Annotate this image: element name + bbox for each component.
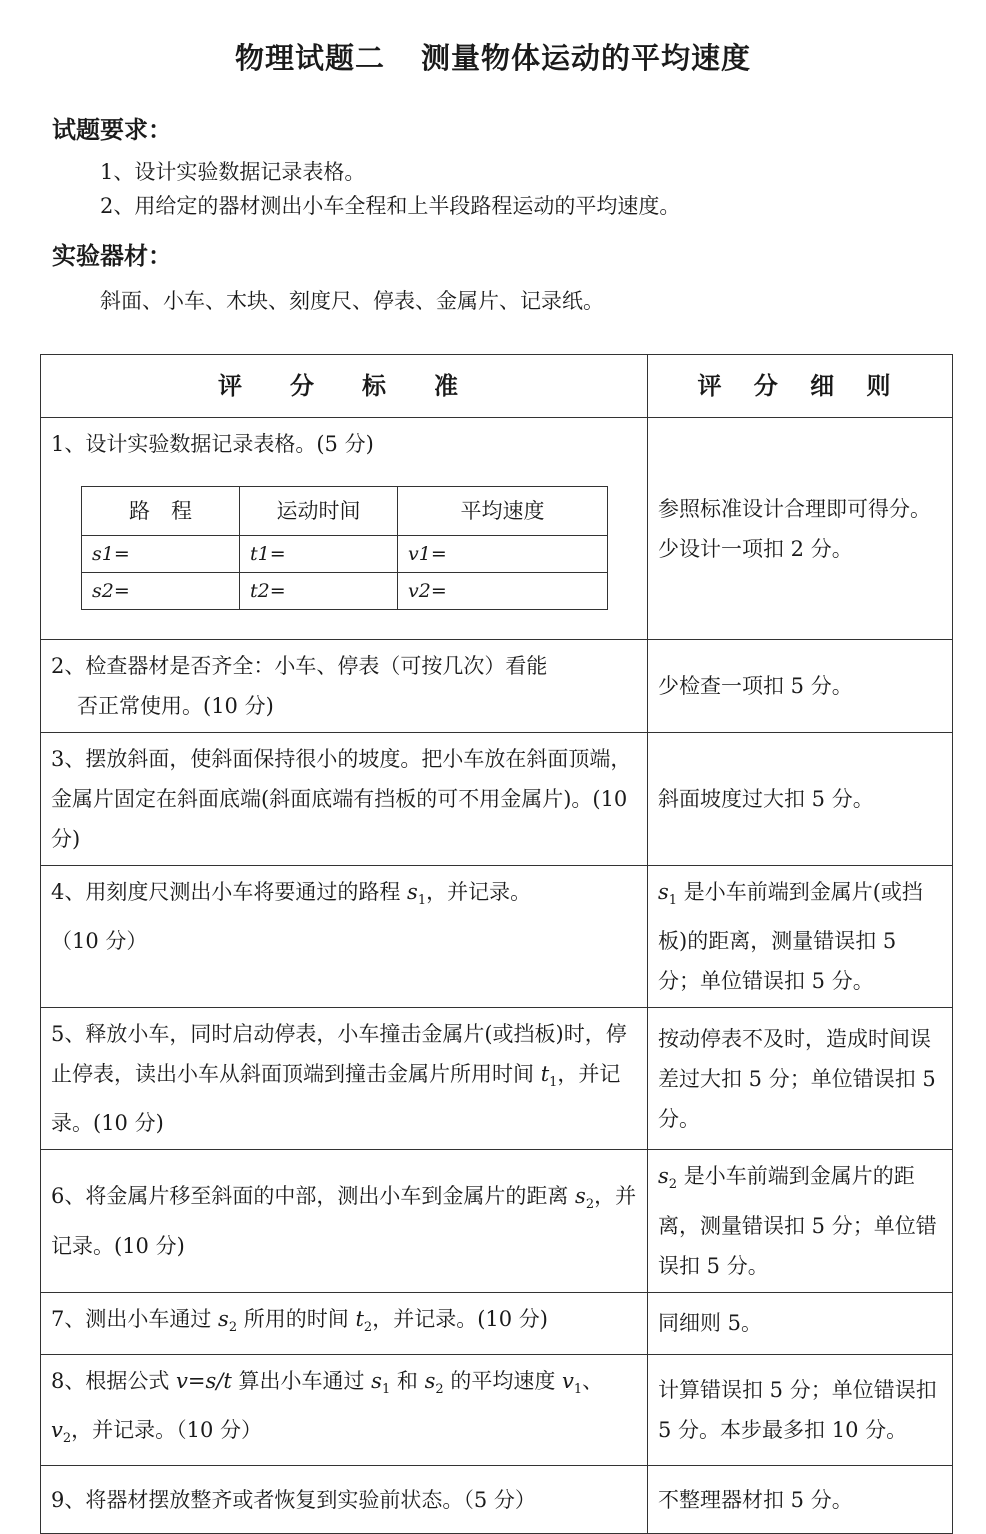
detail-cell-2: 少检查一项扣 5 分。 — [648, 640, 953, 733]
var-v: v — [51, 1417, 63, 1442]
var-sub: 1 — [417, 893, 427, 909]
var-sub: 1 — [668, 893, 678, 909]
table-row — [41, 1292, 953, 1354]
var-s: s — [218, 1306, 229, 1331]
var-sub: 1 — [573, 1381, 583, 1397]
table-row — [41, 640, 953, 733]
var-t: t — [355, 1306, 364, 1331]
detail-cell-7: 同细则 5。 — [648, 1292, 953, 1354]
formula: v=s/t — [176, 1368, 232, 1393]
record-cell: t1= — [240, 536, 398, 573]
criteria-text-1: 1、设计实验数据记录表格。(5 分) — [51, 432, 374, 456]
var-sub: 1 — [549, 1075, 558, 1091]
var-s: s — [407, 880, 418, 904]
var-sub: 2 — [435, 1381, 444, 1397]
criteria-text-5a: 5、释放小车，同时启动停表，小车撞击金属片(或挡板)时，停止停表，读出小车从斜面顶端到撞击金属片所用时间 — [51, 1022, 627, 1087]
var-s: s — [424, 1368, 436, 1393]
table-header-row — [41, 355, 953, 418]
var-sub: 2 — [585, 1197, 595, 1213]
var-s: s — [658, 880, 669, 904]
detail-cell-3: 斜面坡度过大扣 5 分。 — [648, 733, 953, 866]
criteria-text-7c: ，并记录。(10 分) — [372, 1306, 548, 1331]
criteria-text-7a: 7、测出小车通过 — [51, 1306, 219, 1331]
criteria-text-5b: ，并记录。(10 分) — [51, 1062, 621, 1136]
record-cell: v1= — [398, 536, 608, 573]
criteria-cell-3: 3、摆放斜面，使斜面保持很小的坡度。把小车放在斜面顶端，金属片固定在斜面底端(斜面底端有挡板的可不用金属片)。(10 分) — [41, 733, 648, 866]
requirement-item-2: 2、用给定的器材测出小车全程和上半段路程运动的平均速度。 — [100, 194, 681, 218]
detail-cell-1: 参照标准设计合理即可得分。少设计一项扣 2 分。 — [648, 418, 953, 640]
scoring-table — [40, 354, 953, 1534]
table-row — [41, 418, 953, 640]
criteria-text-8e: 、 — [582, 1368, 604, 1393]
detail-text-6: 是小车前端到金属片的距离，测量错误扣 5 分；单位错误扣 5 分。 — [658, 1164, 937, 1278]
criteria-text-6a: 6、将金属片移至斜面的中部，测出小车到金属片的距离 — [51, 1184, 576, 1209]
criteria-text-4a: 4、用刻度尺测出小车将要通过的路程 — [51, 880, 408, 904]
header-criteria: 评 分 标 准 — [41, 355, 648, 418]
criteria-text-8b: 算出小车通过 — [231, 1368, 372, 1393]
table-row — [41, 733, 953, 866]
header-detail: 评 分 细 则 — [648, 355, 953, 418]
table-row — [41, 866, 953, 1008]
var-sub: 2 — [668, 1177, 678, 1193]
criteria-text-2b: 否正常使用。(10 分) — [77, 694, 274, 718]
criteria-text-4b: ，并记录。 — [426, 880, 532, 904]
criteria-cell-7 — [41, 1292, 648, 1354]
criteria-text-8f: ，并记录。（10 分） — [71, 1417, 263, 1442]
detail-text-4: 是小车前端到金属片(或挡板)的距离，测量错误扣 5 分；单位错误扣 5 分。 — [658, 880, 923, 994]
table-row — [41, 1008, 953, 1150]
var-s: s — [658, 1164, 669, 1189]
table-row — [41, 1354, 953, 1465]
record-header-time: 运动时间 — [240, 487, 398, 536]
var-sub: 2 — [62, 1431, 72, 1447]
criteria-text-7b: 所用的时间 — [237, 1306, 356, 1331]
criteria-text-8a: 8、根据公式 — [51, 1368, 177, 1393]
var-sub: 2 — [363, 1319, 373, 1335]
detail-cell-4 — [648, 866, 953, 1008]
criteria-text-8c: 和 — [390, 1368, 425, 1393]
record-cell: s1= — [82, 536, 240, 573]
title-part2: 测量物体运动的平均速度 — [421, 41, 752, 75]
table-row — [41, 1466, 953, 1534]
record-header-distance: 路 程 — [82, 487, 240, 536]
criteria-text-2a: 2、检查器材是否齐全：小车、停表（可按几次）看能 — [51, 654, 548, 678]
requirements-heading: 试题要求： — [52, 116, 172, 144]
equipment-text: 斜面、小车、木块、刻度尺、停表、金属片、记录纸。 — [100, 289, 604, 313]
criteria-cell-2 — [41, 640, 648, 733]
var-s: s — [371, 1368, 382, 1393]
criteria-text-6b: ，并记录。(10 分) — [51, 1184, 637, 1258]
var-v: v — [562, 1368, 574, 1393]
title-part1: 物理试题二 — [234, 41, 385, 75]
criteria-cell-6 — [41, 1150, 648, 1292]
detail-cell-5: 按动停表不及时，造成时间误差过大扣 5 分；单位错误扣 5 分。 — [648, 1008, 953, 1150]
detail-cell-6 — [648, 1150, 953, 1292]
var-sub: 2 — [228, 1319, 238, 1335]
page-title — [0, 36, 986, 77]
criteria-cell-8 — [41, 1354, 648, 1465]
var-t: t — [540, 1062, 550, 1087]
requirement-item-1: 1、设计实验数据记录表格。 — [100, 160, 366, 184]
var-sub: 1 — [381, 1381, 391, 1397]
table-row — [41, 1150, 953, 1292]
record-cell: t2= — [240, 573, 398, 610]
criteria-cell-5 — [41, 1008, 648, 1150]
record-cell: s2= — [82, 573, 240, 610]
equipment-heading: 实验器材： — [52, 242, 172, 270]
record-header-speed: 平均速度 — [398, 487, 608, 536]
detail-cell-9: 不整理器材扣 5 分。 — [648, 1466, 953, 1534]
detail-cell-8: 计算错误扣 5 分；单位错误扣 5 分。本步最多扣 10 分。 — [648, 1354, 953, 1465]
record-cell: v2= — [398, 573, 608, 610]
var-s: s — [575, 1184, 586, 1209]
criteria-cell-4 — [41, 866, 648, 1008]
criteria-text-8d: 的平均速度 — [443, 1368, 563, 1393]
criteria-text-4c: （10 分） — [51, 929, 148, 954]
criteria-cell-9: 9、将器材摆放整齐或者恢复到实验前状态。（5 分） — [41, 1466, 648, 1534]
criteria-cell-1 — [41, 418, 648, 640]
record-table — [81, 486, 608, 610]
